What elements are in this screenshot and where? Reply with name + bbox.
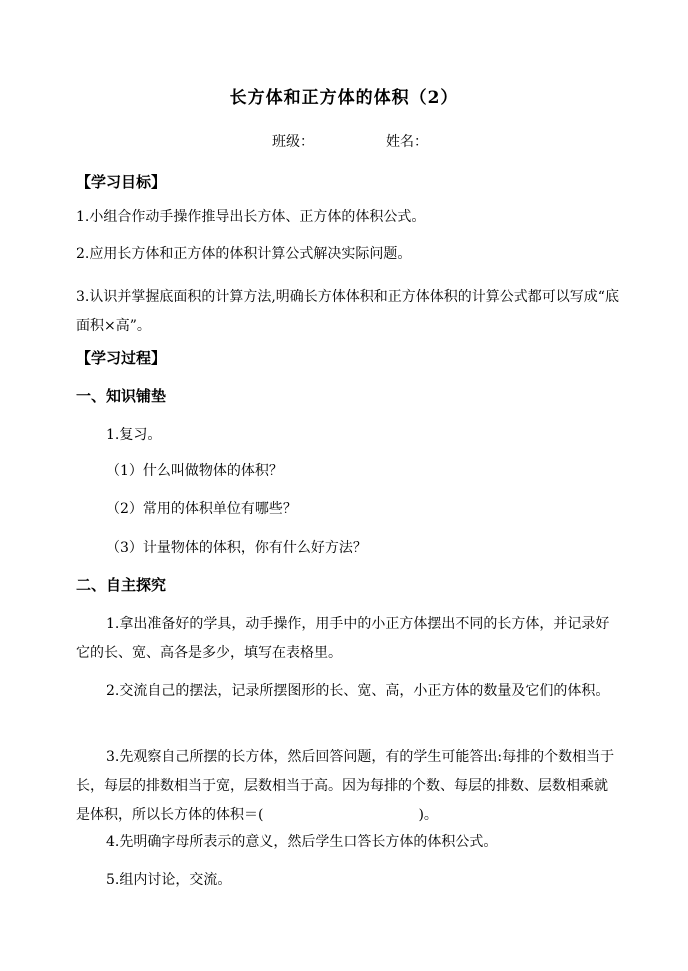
question-2: （2）常用的体积单位有哪些？	[106, 501, 297, 517]
explore-item-5: 5.组内讨论，交流。	[106, 872, 232, 888]
question-3: （3）计量物体的体积，你有什么好方法？	[106, 540, 367, 556]
class-label: 班级：	[272, 134, 314, 150]
objective-item-2: 2.应用长方体和正方体的体积计算公式解决实际问题。	[76, 246, 412, 262]
objective-item-1: 1.小组合作动手操作推导出长方体、正方体的体积公式。	[76, 209, 426, 225]
explore-item-3	[76, 743, 621, 830]
review-label: 1.复习。	[106, 427, 162, 443]
explore-item-1: 1.拿出准备好的学具，动手操作，用手中的小正方体摆出不同的长方体，并记录好它的长、宽、高各是多少，填写在表格里。	[76, 616, 610, 661]
objectives-heading: 【学习目标】	[76, 173, 167, 191]
document-title: 长方体和正方体的体积（2）	[229, 88, 459, 108]
question-1: （1）什么叫做物体的体积？	[106, 463, 283, 479]
explore-item-3-end: )。	[418, 807, 438, 823]
section1-heading: 一、知识铺垫	[76, 387, 167, 405]
explore-item-2: 2.交流自己的摆法，记录所摆图形的长、宽、高，小正方体的数量及它们的体积。	[106, 683, 610, 699]
process-heading: 【学习过程】	[76, 349, 167, 367]
name-label: 姓名：	[386, 134, 428, 150]
section2-heading: 二、自主探究	[76, 576, 167, 594]
objective-item-3: 3.认识并掌握底面积的计算方法,明确长方体体积和正方体体积的计算公式都可以写成“底面积×高”。	[76, 289, 619, 334]
explore-item-4: 4.先明确字母所表示的意义，然后学生口答长方体的体积公式。	[106, 834, 498, 850]
explore-item-3-text: 3.先观察自己所摆的长方体，然后回答问题，有的学生可能答出:每排的个数相当于长，每层的排数相当于宽，层数相当于高。因为每排的个数、每层的排数、层数相乘就是体积，所以长方体的体积＝(	[76, 749, 615, 823]
